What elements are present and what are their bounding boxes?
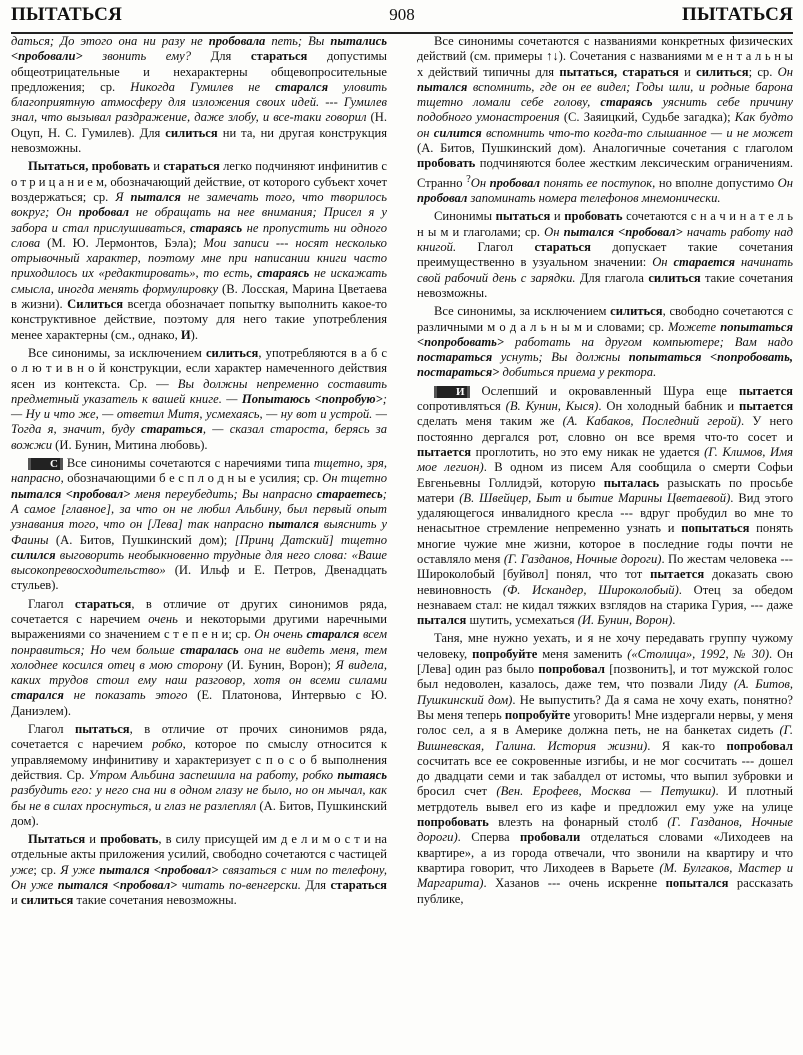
- running-head-right: ПЫТАТЬСЯ: [681, 4, 793, 25]
- paragraph: [11, 597, 387, 719]
- paragraph: [417, 209, 793, 301]
- paragraph: [11, 722, 387, 829]
- running-head-left: ПЫТАТЬСЯ: [11, 4, 123, 25]
- paragraph: [417, 304, 793, 380]
- paragraph-text: Таня, мне нужно уехать, и я не хочу передавать группу чужому человеку, попробуйте меня заменить («Столица», 1992, № 30). Он [Лева] один раз было попробовал [позвонить], и тот мужской голос был недоволен, казалось, даже тем, что позвали Лиду (А. Битов, Пушкинский дом). Не выпустить? Да я сама не хочу ехать, понятно? Вы меня теперь попробуйте уговорить! Мне издергали нервы, у меня голос сел, а я в Америке должна петь, не на банкетах сидеть (Г. Вишневская, Галина. История жизни). Я как-то попробовал сосчитать все ее сокровенные изгибы, и не мог сосчитать --- дошел до двадцати семи и так забалдел от истомы, что выпил зубровки и бросил счет (Вен. Ерофеев, Москва — Петушки). И плотный метрдотель вывел его из кафе и предложил ему уже на улице попробовать влезть на фонарный столб (Г. Газданов, Ночные дороги). Сперва пробовали отделаться словами «Лиходеев на квартире», а из города отвечали, что звонили на квартиру и что квартира говорит, что Лиходеев в Варьете (М. Булгаков, Мастер и Маргарита). Хазанов --- очень искренне попытался рассказать публике,: [417, 631, 793, 906]
- paragraph: [11, 832, 387, 908]
- paragraph-text: Все синонимы, за исключением силиться, свободно сочетаются с различными м о д а л ь н ы м и словами; ср. Можете попытаться <попробовать> работать на другом компьютере; Вам надо постараться уснуть; Вы должны попытаться <попробовать, постараться> добиться приема у ректора.: [417, 304, 793, 380]
- paragraph: [417, 34, 793, 206]
- paragraph-text: Пытаться и пробовать, в силу присущей им д е л и м о с т и на отдельные акты приложения усилий, свободно сочетаются с частицей уже; ср. Я уже пытался <пробовал> связаться с ним по телефону, Он уже пытался <пробовал> читать по-венгерски. Для стараться и силиться такие сочетания невозможны.: [11, 832, 387, 908]
- paragraph: [417, 384, 793, 629]
- paragraph-text: Все синонимы сочетаются с названиями конкретных физических действий (см. примеры ↑↓). Сочетания с названиями м е н т а л ь н ы х действий типичны для пытаться, стараться и силиться; ср. Он пытался вспомнить, где он ее видел; Годы шли, и родные барона тщетно ломали себе голову, стараясь уяснить себе причину подобного умонастроения (С. Заяицкий, Судьбе загадка); Как будто он силится вспомнить что-то когда-то слышанное — и не может (А. Битов, Пушкинский дом). Аналогичные сочетания с глаголом пробовать подчиняются более жестким лексическим ограничениям. Странно ?Он пробовал понять ее поступок, но вполне допустимо Он пробовал запоминать номера телефонов мнемонически.: [417, 34, 794, 206]
- paragraph: [11, 34, 387, 156]
- paragraph: [417, 631, 793, 906]
- paragraph-text: Все синонимы сочетаются с наречиями типа тщетно, зря, напрасно, обозначающими б е с п л о д н ы е усилия; ср. Он тщетно пытался <пробовал> меня переубедить; Вы напрасно стараетесь; А самое [главное], за что он не любил Альбину, был первый опыт узнавания того, что он [Лева] так напрасно пытался выяснить у Фаины (А. Битов, Пушкинский дом); [Принц Датский] тщетно силился выговорить необыкновенно трудные для него слова: «Ваше высокопревосходительство» (И. Ильф и Е. Петров, Двенадцать стульев).: [11, 456, 387, 593]
- paragraph: [11, 456, 387, 594]
- page-header: [11, 4, 793, 30]
- paragraph: [11, 159, 387, 343]
- section-marker: И: [434, 386, 470, 398]
- paragraph-text: даться; До этого она ни разу не пробовала петь; Вы пытались <пробовали> звонить ему? Для стараться допустимы общеотрицательные и нехарактерны общевопросительные предложения; ср. Никогда Гумилев не старался уловить благоприятную атмосферу для изложения своих идей. --- Гумилев знал, что вызывал раздражение, даже злобу, и все-таки говорил (Н. Оцуп, Н. С. Гумилев). Для силиться ни та, ни другая конструкция невозможны.: [11, 34, 388, 156]
- paragraph-text: Пытаться, пробовать и стараться легко подчиняют инфинитив с о т р и ц а н и е м, обозначающий действие, от которого субъект хочет воздержаться; ср. Я пытался не замечать того, что творилось вокруг; Он пробовал не обращать на нее внимания; Присел я у забора и стал прислушиваться, стараясь не пропустить ни одного слова (М. Ю. Лермонтов, Бэла); Мои записи --- носят несколько отрывочный характер, поэтому мне при написании книги часто приходилось их «редактировать», то есть, стараясь не искажать смысла, иногда менять формулировку (В. Лосская, Марина Цветаева в жизни). Силиться всегда обозначает попытку выполнить какое-то конструктивное действие, поэтому для него такие употребления менее характерны (см., однако, И).: [11, 159, 388, 342]
- paragraph: [11, 346, 387, 453]
- paragraph-text: Глагол стараться, в отличие от других синонимов ряда, сочетается с наречием очень и некоторыми другими наречными выражениями со значением с т е п е н и; ср. Он очень старался всем понравиться; Но чем больше старалась она не видеть меня, тем холоднее косился отец в мою сторону (И. Бунин, Ворон); Я видела, каких трудов стоил ему наш разговор, хотя он всеми силами старался не показать этого (Е. Платонова, Интервью с Ю. Даниэлем).: [11, 596, 387, 718]
- paragraph-text: Синонимы пытаться и пробовать сочетаются с н а ч и н а т е л ь н ы м и глаголами; ср. Он пытался <пробовал> начать работу над книгой. Глагол стараться допускает такие сочетания преимущественно в узуальном значении: Он старается начинать свой рабочий день с зарядки. Для глагола силиться такие сочетания невозможны.: [417, 209, 793, 300]
- left-column: [11, 34, 387, 909]
- paragraph-text: Все синонимы, за исключением силиться, употребляются в а б с о л ю т и в н о й конструкции, если характер намеченного действия ясен из контекста. Ср. — Вы должны непременно составить предметный указатель к вашей книге. — Попытаюсь <попробую>; — Ну и что же, — ответил Митя, усмехаясь, — ну вот и устрой. — Тогда я, значит, буду стараться, — сказал староста, берясь за вожжи (И. Бунин, Митина любовь).: [11, 345, 388, 452]
- section-marker: С: [28, 458, 63, 470]
- paragraph-text: Глагол пытаться, в отличие от прочих синонимов ряда, сочетается с наречием робко, которое по смыслу относится к управляемому инфинитиву и характеризует с п о с о б выполнения действия. Ср. Утром Альбина заспешила на работу, робко пытаясь разбудить его: у него сна ни в одном глазу не было, но он мычал, как бы не в силах проснуться, и глаз не разлеплял (А. Битов, Пушкинский дом).: [11, 722, 388, 828]
- right-column: [417, 34, 793, 909]
- text-columns: [11, 34, 793, 909]
- paragraph-text: Ослепший и окровавленный Шура еще пытается сопротивляться (В. Кунин, Кыся). Он холодный бабник и пытается сделать меня таким же (А. Кабаков, Последний герой). У него постоянно дергался рот, словно он все время что-то сосет и пытается проглотить, но это ему никак не удается (Г. Климов, Имя мое легион). В одном из писем Аля сообщила о смерти Софьи Евгеньевны Голлидэй, которую пыталась разыскать по просьбе матери (В. Швейцер, Быт и бытие Марины Цветаевой). Вид этого удаляющегося инвалидного кресла --- вдруг пробудил во мне то ненасытное стремление непременно узнать и попытаться понять многие чужие мне жизни, которое в последние годы почти не оставляло меня (Г. Газданов, Ночные дороги). По жестам человека --- Широколобый [буйвол] понял, что тот пытается доказать свою невиновность (Ф. Искандер, Широколобый). Отец за обедом незнаваем стал: не кидал тяжких взглядов на старика Гурия, --- даже пытался шутить, усмехаться (И. Бунин, Ворон).: [417, 383, 794, 628]
- page-number: 908: [389, 5, 415, 24]
